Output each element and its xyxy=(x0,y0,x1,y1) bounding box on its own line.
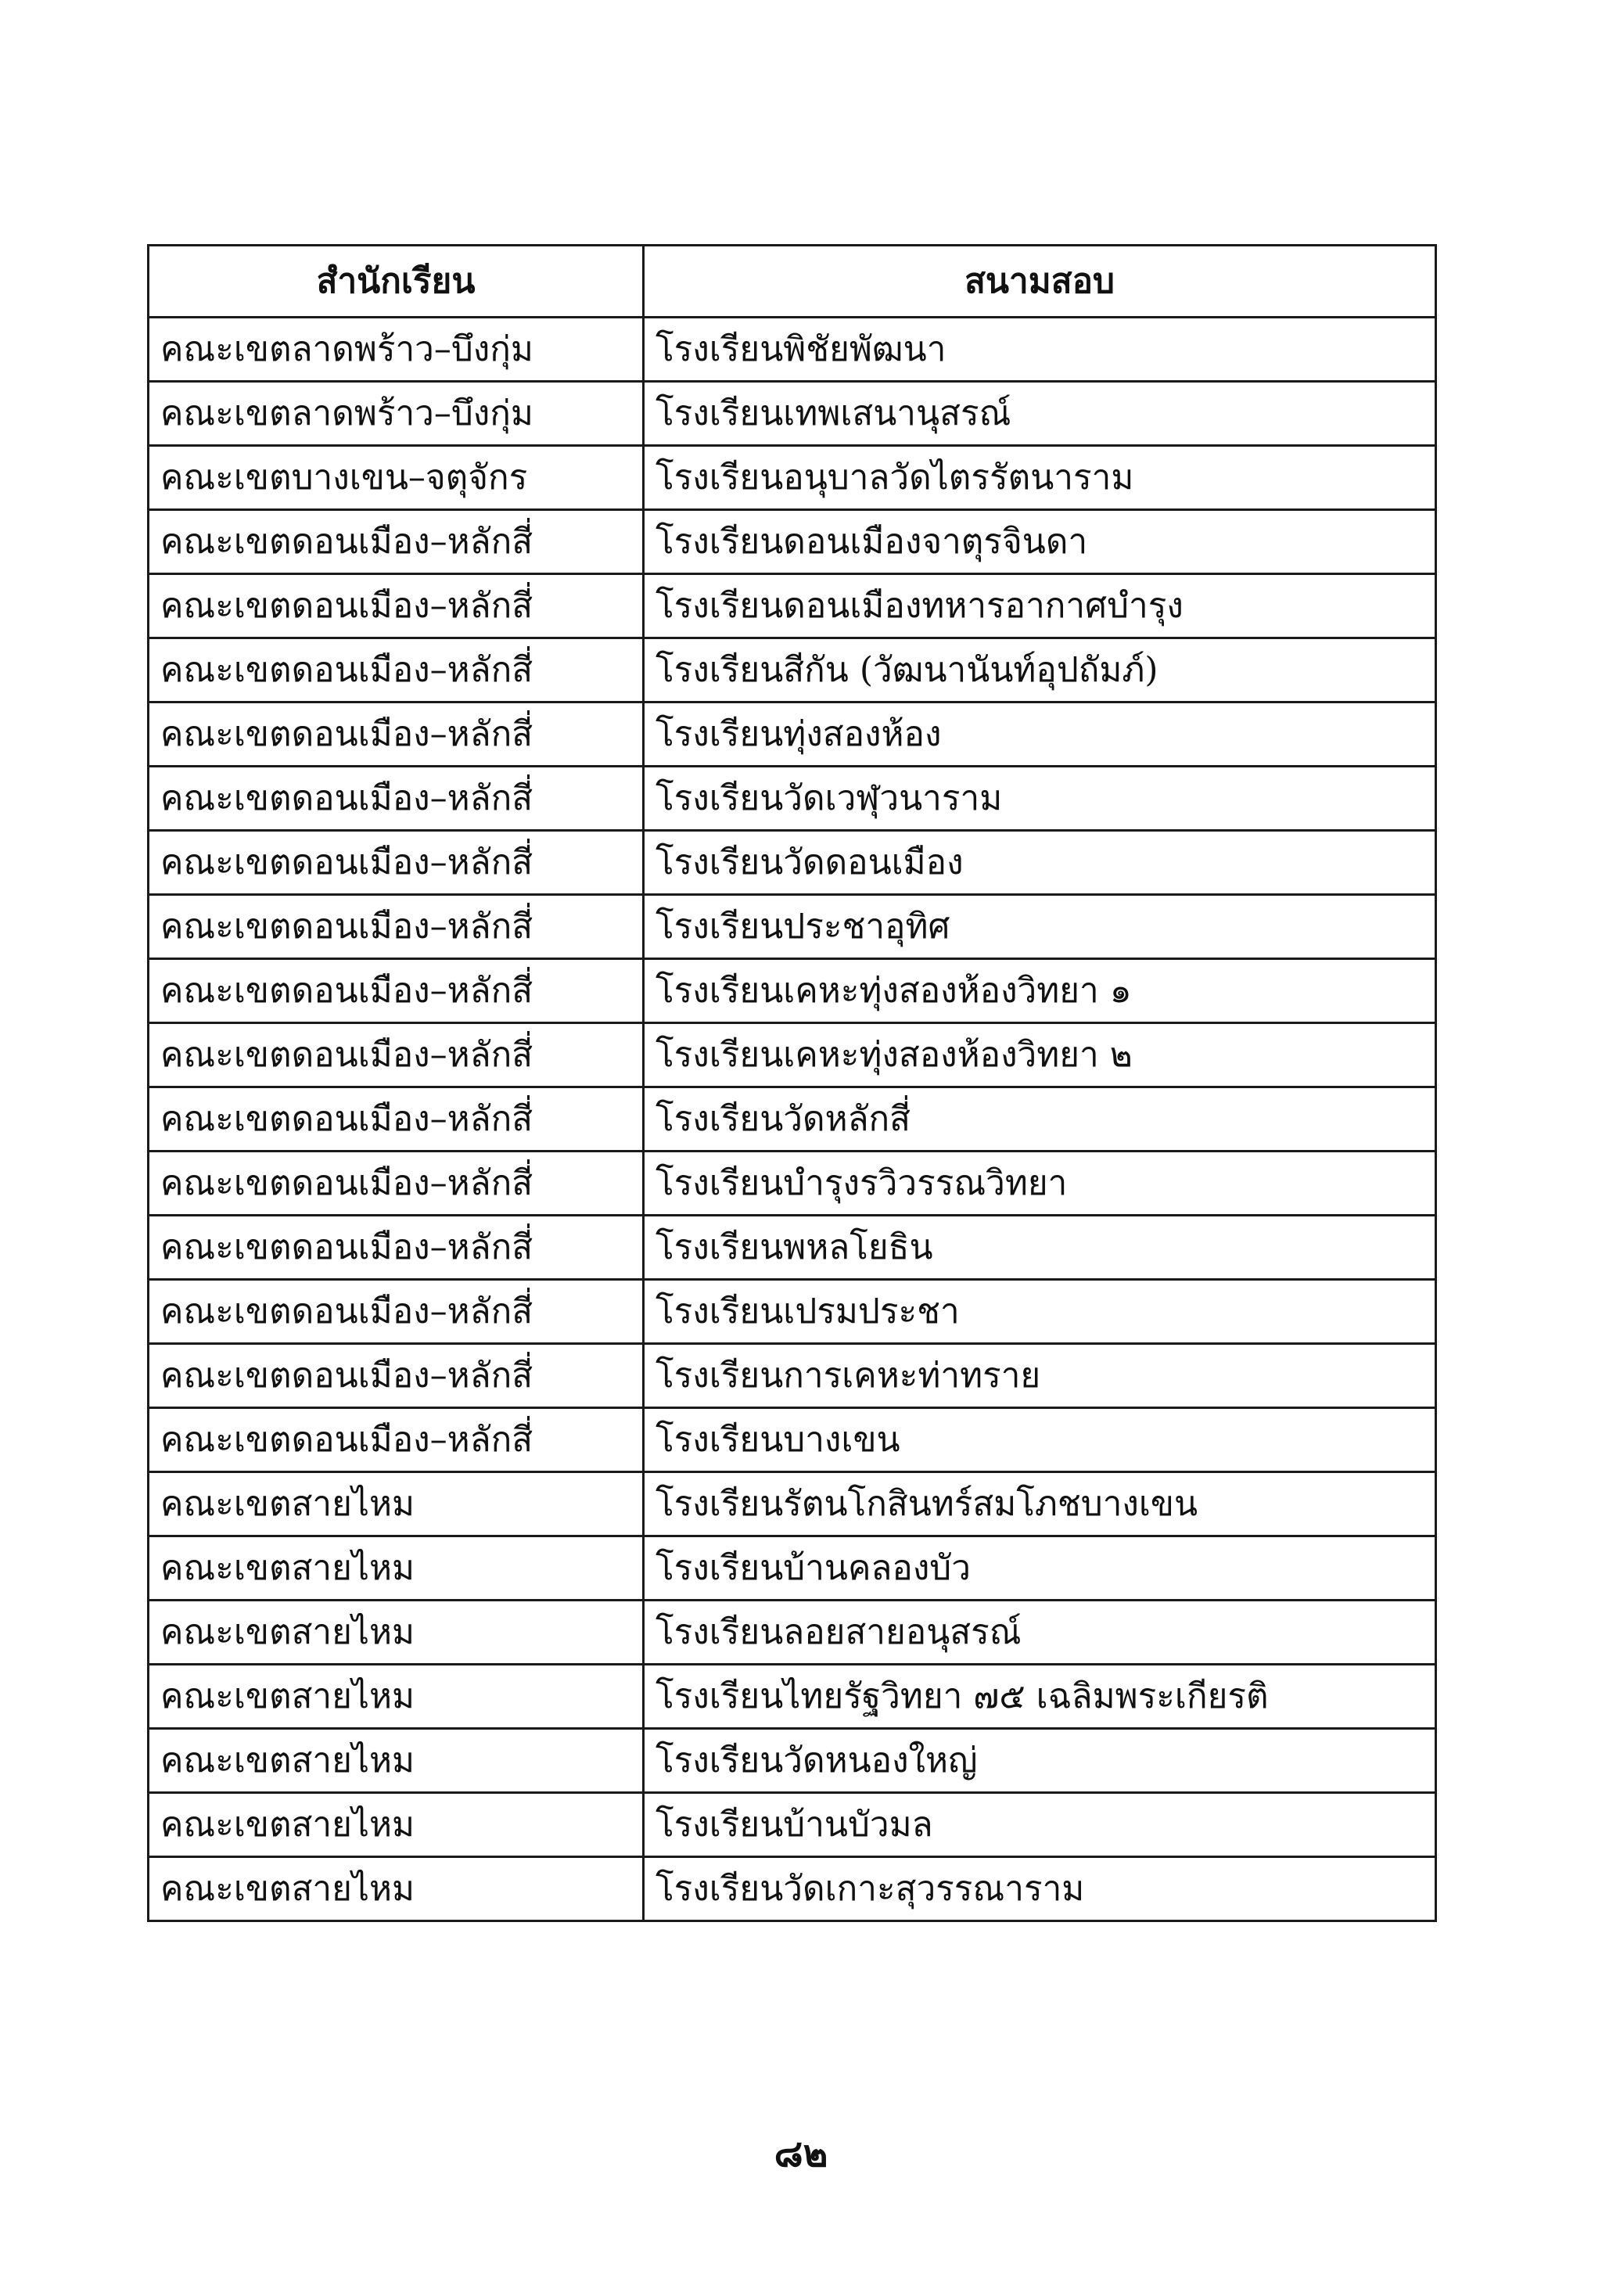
cell-exam-venue: โรงเรียนวัดดอนเมือง xyxy=(644,831,1436,895)
table-row xyxy=(149,1536,1436,1601)
cell-exam-venue: โรงเรียนเทพเสนานุสรณ์ xyxy=(644,382,1436,446)
cell-exam-venue: โรงเรียนเคหะทุ่งสองห้องวิทยา ๒ xyxy=(644,1023,1436,1087)
table-header-row xyxy=(149,246,1436,318)
page-number: ๘๒ xyxy=(774,2132,828,2176)
cell-exam-venue: โรงเรียนวัดเวฬุวนาราม xyxy=(644,767,1436,831)
cell-exam-venue: โรงเรียนไทยรัฐวิทยา ๗๕ เฉลิมพระเกียรติ xyxy=(644,1665,1436,1729)
cell-school-office: คณะเขตสายไหม xyxy=(149,1665,644,1729)
table-row xyxy=(149,1793,1436,1857)
cell-exam-venue: โรงเรียนวัดหลักสี่ xyxy=(644,1087,1436,1152)
table-row xyxy=(149,831,1436,895)
cell-school-office: คณะเขตดอนเมือง–หลักสี่ xyxy=(149,1408,644,1472)
table-row xyxy=(149,1472,1436,1536)
table-row xyxy=(149,1601,1436,1665)
cell-exam-venue: โรงเรียนวัดหนองใหญ่ xyxy=(644,1729,1436,1793)
cell-school-office: คณะเขตดอนเมือง–หลักสี่ xyxy=(149,831,644,895)
cell-exam-venue: โรงเรียนประชาอุทิศ xyxy=(644,895,1436,959)
cell-school-office: คณะเขตสายไหม xyxy=(149,1793,644,1857)
table-row xyxy=(149,1152,1436,1216)
table-row xyxy=(149,1857,1436,1921)
table-row xyxy=(149,959,1436,1023)
table-row xyxy=(149,1665,1436,1729)
cell-school-office: คณะเขตดอนเมือง–หลักสี่ xyxy=(149,574,644,638)
cell-school-office: คณะเขตดอนเมือง–หลักสี่ xyxy=(149,767,644,831)
table-row xyxy=(149,382,1436,446)
cell-school-office: คณะเขตดอนเมือง–หลักสี่ xyxy=(149,638,644,702)
table-row xyxy=(149,702,1436,767)
cell-school-office: คณะเขตดอนเมือง–หลักสี่ xyxy=(149,895,644,959)
cell-exam-venue: โรงเรียนเปรมประชา xyxy=(644,1280,1436,1344)
cell-exam-venue: โรงเรียนสีกัน (วัฒนานันท์อุปถัมภ์) xyxy=(644,638,1436,702)
table-row xyxy=(149,1216,1436,1280)
table-row xyxy=(149,1087,1436,1152)
cell-school-office: คณะเขตดอนเมือง–หลักสี่ xyxy=(149,1216,644,1280)
cell-school-office: คณะเขตสายไหม xyxy=(149,1601,644,1665)
cell-school-office: คณะเขตดอนเมือง–หลักสี่ xyxy=(149,959,644,1023)
cell-exam-venue: โรงเรียนวัดเกาะสุวรรณาราม xyxy=(644,1857,1436,1921)
cell-school-office: คณะเขตสายไหม xyxy=(149,1472,644,1536)
table-body xyxy=(149,318,1436,1921)
cell-exam-venue: โรงเรียนการเคหะท่าทราย xyxy=(644,1344,1436,1408)
table-row xyxy=(149,638,1436,702)
cell-exam-venue: โรงเรียนลอยสายอนุสรณ์ xyxy=(644,1601,1436,1665)
table-row xyxy=(149,767,1436,831)
cell-school-office: คณะเขตดอนเมือง–หลักสี่ xyxy=(149,510,644,574)
cell-exam-venue: โรงเรียนบ้านบัวมล xyxy=(644,1793,1436,1857)
table-row xyxy=(149,1344,1436,1408)
cell-school-office: คณะเขตสายไหม xyxy=(149,1857,644,1921)
table-row xyxy=(149,446,1436,510)
cell-school-office: คณะเขตดอนเมือง–หลักสี่ xyxy=(149,702,644,767)
table-row xyxy=(149,1729,1436,1793)
cell-exam-venue: โรงเรียนดอนเมืองทหารอากาศบำรุง xyxy=(644,574,1436,638)
cell-exam-venue: โรงเรียนพหลโยธิน xyxy=(644,1216,1436,1280)
cell-exam-venue: โรงเรียนบ้านคลองบัว xyxy=(644,1536,1436,1601)
table-row xyxy=(149,318,1436,382)
exam-venue-table xyxy=(147,244,1437,1922)
cell-school-office: คณะเขตดอนเมือง–หลักสี่ xyxy=(149,1087,644,1152)
header-school-office: สำนักเรียน xyxy=(149,246,644,318)
cell-exam-venue: โรงเรียนบางเขน xyxy=(644,1408,1436,1472)
cell-exam-venue: โรงเรียนเคหะทุ่งสองห้องวิทยา ๑ xyxy=(644,959,1436,1023)
cell-exam-venue: โรงเรียนพิชัยพัฒนา xyxy=(644,318,1436,382)
table-row xyxy=(149,574,1436,638)
cell-school-office: คณะเขตดอนเมือง–หลักสี่ xyxy=(149,1023,644,1087)
cell-school-office: คณะเขตดอนเมือง–หลักสี่ xyxy=(149,1280,644,1344)
table-row xyxy=(149,895,1436,959)
cell-school-office: คณะเขตดอนเมือง–หลักสี่ xyxy=(149,1344,644,1408)
cell-exam-venue: โรงเรียนอนุบาลวัดไตรรัตนาราม xyxy=(644,446,1436,510)
cell-school-office: คณะเขตลาดพร้าว–บึงกุ่ม xyxy=(149,318,644,382)
table-row xyxy=(149,1408,1436,1472)
cell-exam-venue: โรงเรียนบำรุงรวิวรรณวิทยา xyxy=(644,1152,1436,1216)
table-row xyxy=(149,1280,1436,1344)
cell-school-office: คณะเขตสายไหม xyxy=(149,1729,644,1793)
cell-school-office: คณะเขตสายไหม xyxy=(149,1536,644,1601)
cell-exam-venue: โรงเรียนทุ่งสองห้อง xyxy=(644,702,1436,767)
cell-school-office: คณะเขตบางเขน–จตุจักร xyxy=(149,446,644,510)
table-row xyxy=(149,1023,1436,1087)
cell-school-office: คณะเขตดอนเมือง–หลักสี่ xyxy=(149,1152,644,1216)
table-row xyxy=(149,510,1436,574)
cell-exam-venue: โรงเรียนรัตนโกสินทร์สมโภชบางเขน xyxy=(644,1472,1436,1536)
cell-exam-venue: โรงเรียนดอนเมืองจาตุรจินดา xyxy=(644,510,1436,574)
header-exam-venue: สนามสอบ xyxy=(644,246,1436,318)
cell-school-office: คณะเขตลาดพร้าว–บึงกุ่ม xyxy=(149,382,644,446)
